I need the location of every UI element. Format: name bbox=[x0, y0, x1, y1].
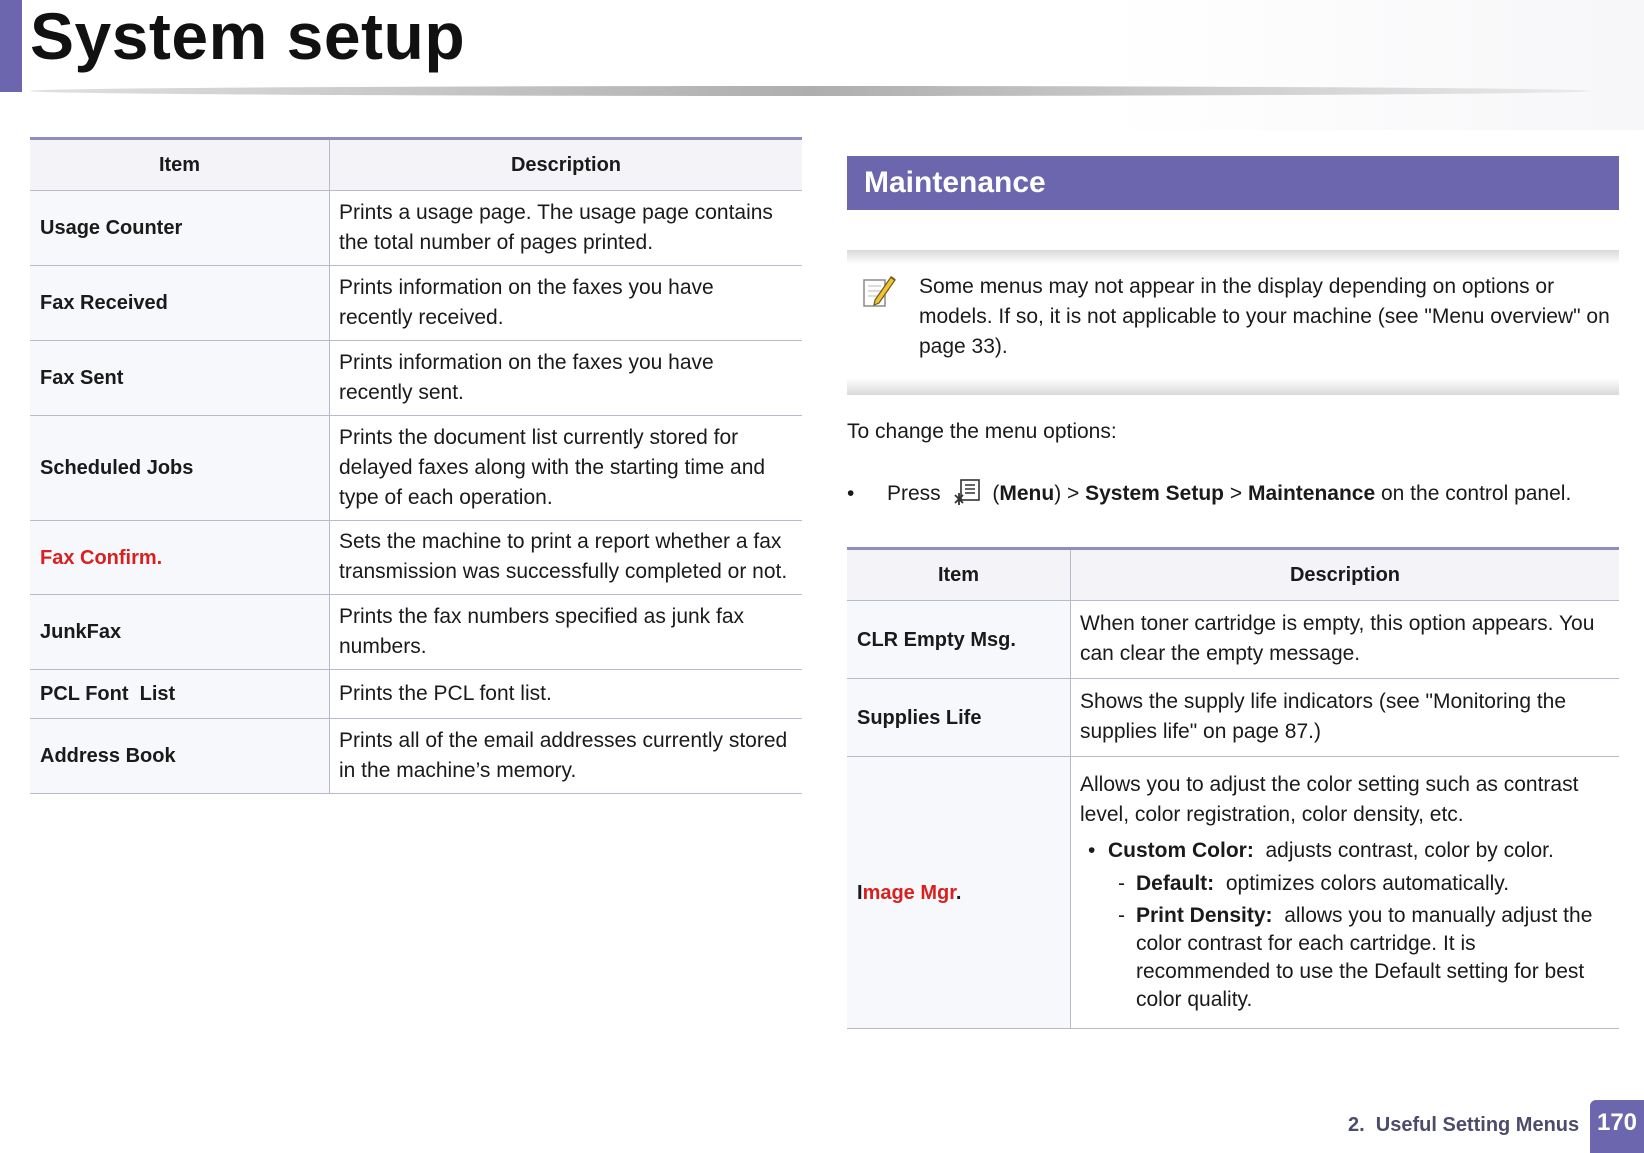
table-row bbox=[30, 416, 802, 521]
table-row bbox=[30, 266, 802, 341]
table-row bbox=[30, 521, 802, 595]
table-row bbox=[30, 191, 802, 266]
row-item: Usage Counter bbox=[30, 191, 330, 266]
menu-icon bbox=[953, 478, 983, 508]
footer-chapter-label: 2. Useful Setting Menus bbox=[1348, 1114, 1580, 1136]
table-header-row bbox=[847, 549, 1619, 601]
report-table bbox=[30, 137, 802, 794]
row-item-image-mgr bbox=[847, 757, 1071, 1029]
press-text: Press bbox=[887, 482, 941, 505]
custom-color-text: adjusts contrast, color by color. bbox=[1253, 839, 1554, 862]
separator: ) > bbox=[1054, 482, 1086, 505]
bullet-marker: • bbox=[1088, 839, 1096, 862]
row-description: Prints information on the faxes you have recently sent. bbox=[330, 341, 803, 416]
custom-color-label: Custom Color: bbox=[1108, 839, 1254, 862]
title-rule bbox=[30, 86, 1590, 96]
table-row bbox=[30, 719, 802, 794]
column-header-item: Item bbox=[30, 139, 330, 191]
default-label: Default: bbox=[1136, 872, 1215, 895]
page-title: System setup bbox=[30, 0, 466, 73]
separator: > bbox=[1224, 482, 1248, 505]
instruction-bullet bbox=[847, 478, 1571, 508]
title-accent-bar bbox=[0, 0, 22, 92]
row-item: Address Book bbox=[30, 719, 330, 794]
note-box bbox=[847, 250, 1619, 395]
bullet-marker: • bbox=[847, 482, 855, 505]
print-density-text: allows you to manually adjust the color contrast for each cartridge. It is recommended to use the Default setting for best color quality. bbox=[1136, 904, 1599, 1011]
row-item: Scheduled Jobs bbox=[30, 416, 330, 521]
maintenance-table bbox=[847, 547, 1619, 1029]
page-number-badge: 170 bbox=[1590, 1100, 1644, 1153]
maintenance-label: Maintenance bbox=[1247, 482, 1376, 505]
item-name: mage Mgr bbox=[862, 881, 956, 904]
row-description: Prints the PCL font list. bbox=[330, 670, 803, 719]
row-item: PCL Font List bbox=[30, 670, 330, 719]
row-item: JunkFax bbox=[30, 595, 330, 670]
row-description: When toner cartridge is empty, this option appears. You can clear the empty message. bbox=[1071, 601, 1620, 679]
image-mgr-description: Allows you to adjust the color setting such as contrast level, color registration, color density, etc. bbox=[1080, 773, 1579, 826]
row-description: Prints information on the faxes you have recently received. bbox=[330, 266, 803, 341]
row-item: Fax Received bbox=[30, 266, 330, 341]
row-description bbox=[1071, 757, 1620, 1029]
column-header-description: Description bbox=[1071, 549, 1620, 601]
row-item: Supplies Life bbox=[847, 679, 1071, 757]
table-row bbox=[30, 670, 802, 719]
system-setup-label: System Setup bbox=[1085, 482, 1225, 505]
print-density-label: Print Density: bbox=[1136, 904, 1273, 927]
item-dot: . bbox=[955, 881, 962, 904]
item-initial: I bbox=[857, 881, 863, 904]
row-description: Prints a usage page. The usage page contains the total number of pages printed. bbox=[330, 191, 803, 266]
column-header-item: Item bbox=[847, 549, 1071, 601]
dash-marker: - bbox=[1118, 872, 1125, 895]
instruction-tail: on the control panel. bbox=[1375, 482, 1572, 505]
row-item: Fax Confirm. bbox=[30, 521, 330, 595]
column-header-description: Description bbox=[330, 139, 803, 191]
table-row bbox=[30, 595, 802, 670]
list-item bbox=[1080, 836, 1609, 866]
row-item: Fax Sent bbox=[30, 341, 330, 416]
list-item bbox=[1108, 870, 1609, 898]
note-text: Some menus may not appear in the display depending on options or models. If so, it is not applicable to your machine (see "Menu overview" on page 33). bbox=[919, 275, 1610, 358]
table-row bbox=[847, 679, 1619, 757]
table-row bbox=[847, 601, 1619, 679]
row-description: Sets the machine to print a report whether a fax transmission was successfully completed or not. bbox=[330, 521, 803, 595]
list-item bbox=[1108, 902, 1609, 1014]
open-paren: ( bbox=[986, 482, 1000, 505]
table-row bbox=[847, 757, 1619, 1029]
row-description: Shows the supply life indicators (see "Monitoring the supplies life" on page 87.) bbox=[1071, 679, 1620, 757]
sub-option-list bbox=[1080, 870, 1609, 1014]
default-text: optimizes colors automatically. bbox=[1214, 872, 1510, 895]
row-item: CLR Empty Msg. bbox=[847, 601, 1071, 679]
table-row bbox=[30, 341, 802, 416]
row-description: Prints the fax numbers specified as junk fax numbers. bbox=[330, 595, 803, 670]
row-description: Prints all of the email addresses currently stored in the machine’s memory. bbox=[330, 719, 803, 794]
header-fade bbox=[1100, 0, 1644, 130]
row-description: Prints the document list currently stored for delayed faxes along with the starting time and type of each operation. bbox=[330, 416, 803, 521]
table-header-row bbox=[30, 139, 802, 191]
menu-label: Menu bbox=[999, 482, 1055, 505]
intro-text: To change the menu options: bbox=[847, 420, 1117, 443]
dash-marker: - bbox=[1118, 904, 1125, 927]
option-list bbox=[1080, 836, 1609, 866]
note-pencil-icon bbox=[861, 272, 897, 312]
section-header-maintenance: Maintenance bbox=[847, 156, 1619, 210]
